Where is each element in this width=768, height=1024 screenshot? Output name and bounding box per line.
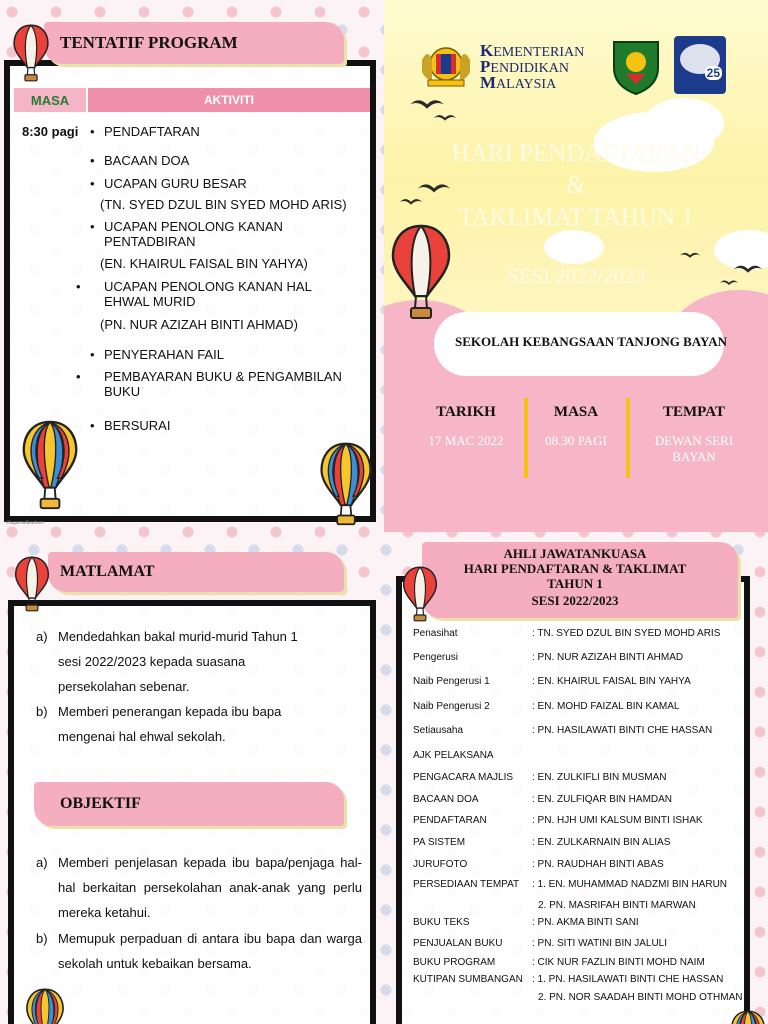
bird-icon xyxy=(410,96,444,110)
masa-block xyxy=(530,404,622,449)
event-title-line-2: TAKLIMAT TAHUN 1 xyxy=(458,204,694,231)
program-item: • BACAAN DOA xyxy=(90,153,190,168)
divider xyxy=(626,398,630,478)
matlamat-title-tag xyxy=(48,552,344,592)
program-item: • UCAPAN GURU BESAR xyxy=(90,176,247,191)
aktiviti-column-header: AKTIVITI xyxy=(88,88,370,112)
committee-member-name: : PN. RAUDHAH BINTI ABAS xyxy=(532,859,664,870)
committee-role: BUKU TEKS xyxy=(413,917,470,928)
tentatif-title-tag xyxy=(44,22,344,64)
committee-role: Naib Pengerusi 1 xyxy=(413,676,490,687)
program-item: • UCAPAN PENOLONG KANAN PENTADBIRAN xyxy=(90,219,283,249)
program-item: • PENDAFTARAN xyxy=(90,124,200,139)
program-time: 8:30 pagi xyxy=(22,124,79,139)
tarikh-value: 17 MAC 2022 xyxy=(428,433,504,448)
committee-member-name: : EN. KHAIRUL FAISAL BIN YAHYA xyxy=(532,676,691,687)
objektif-title: OBJEKTIF xyxy=(60,795,141,812)
committee-role: Pengerusi xyxy=(413,652,459,663)
tarikh-block xyxy=(410,404,522,449)
ministry-name: KEMENTERIAN PENDIDIKAN MALAYSIA xyxy=(480,41,585,92)
masa-value: 08.30 PAGI xyxy=(545,433,607,448)
school-crest-logo xyxy=(610,38,662,96)
divider xyxy=(524,398,528,478)
committee-role: Setiausaha xyxy=(413,725,464,736)
committee-role: PA SISTEM xyxy=(413,837,466,848)
balloon-icon xyxy=(12,24,50,82)
committee-member-name: : EN. ZULFIQAR BIN HAMDAN xyxy=(532,794,673,805)
committee-member-name: : TN. SYED DZUL BIN SYED MOHD ARIS xyxy=(532,628,721,639)
committee-member-name: : PN. SITI WATINI BIN JALULI xyxy=(532,938,668,949)
committee-member-name: : PN. AKMA BINTI SANI xyxy=(532,917,639,928)
jata-negara-logo xyxy=(418,40,474,90)
tentatif-panel xyxy=(0,0,384,532)
committee-role: Naib Pengerusi 2 xyxy=(413,701,490,712)
committee-role: JURUFOTO xyxy=(413,859,468,870)
matlamat-b: b) Memberi penerangan kepada ibu bapa mengenai hal ehwal sekolah. xyxy=(36,704,282,744)
balloon-icon xyxy=(388,224,454,320)
committee-member-name: : PN. NUR AZIZAH BINTI AHMAD xyxy=(532,652,684,663)
district-logo xyxy=(674,36,726,94)
event-title-line-1: HARI PENDAFTARAN xyxy=(451,140,701,167)
committee-role: BACAAN DOA xyxy=(413,794,479,805)
matlamat-a: a) Mendedahkan bakal murid-murid Tahun 1 sesi 2022/2023 kepada suasana persekolahan sebenar. xyxy=(36,629,298,694)
cover-panel xyxy=(384,0,768,532)
committee-member-name: : 1. EN. MUHAMMAD NADZMI BIN HARUN xyxy=(532,879,728,890)
tempat-label: TEMPAT xyxy=(663,404,725,420)
balloon-icon xyxy=(22,988,68,1024)
committee-role: PENDAFTARAN xyxy=(413,815,487,826)
balloon-icon xyxy=(316,442,376,526)
committee-member-name: : CIK NUR FAZLIN BINTI MOHD NAIM xyxy=(532,957,705,968)
program-speaker: (PN. NUR AZIZAH BINTI AHMAD) xyxy=(100,317,298,332)
committee-member-name: : EN. ZULKIFLI BIN MUSMAN xyxy=(532,772,667,783)
objektif-b: b) Memupuk perpaduan di antara ibu bapa dan warga sekolah untuk kebaikan bersama. xyxy=(36,931,362,971)
objektif-title-tag xyxy=(34,782,344,826)
committee-role: KUTIPAN SUMBANGAN xyxy=(413,974,523,985)
committee-member-name: : EN. MOHD FAIZAL BIN KAMAL xyxy=(532,701,680,712)
committee-member-name: : PN. HJH UMI KALSUM BINTI ISHAK xyxy=(532,815,703,826)
committee-member-name: 2. PN. MASRIFAH BINTI MARWAN xyxy=(538,900,696,911)
logo-25-text: 25 xyxy=(706,66,720,80)
program-item: • UCAPAN PENOLONG KANAN HAL EHWAL MURID xyxy=(76,279,312,309)
tentatif-title: TENTATIF PROGRAM xyxy=(60,33,238,52)
committee-role: PERSEDIAAN TEMPAT xyxy=(413,879,520,890)
bird-icon xyxy=(680,250,700,259)
masa-label: MASA xyxy=(553,404,599,420)
committee-role: BUKU PROGRAM xyxy=(413,957,496,968)
matlamat-title: MATLAMAT xyxy=(60,563,155,580)
program-speaker: (TN. SYED DZUL BIN SYED MOHD ARIS) xyxy=(100,197,347,212)
committee-title: AHLI JAWATANKUASA HARI PENDAFTARAN & TAKLIMAT TAHUN 1 SESI 2022/2023 xyxy=(463,546,687,608)
school-name: SEKOLAH KEBANGSAAN TANJONG BAYAN xyxy=(455,334,727,349)
bird-icon xyxy=(434,112,456,122)
committee-member-name: : EN. ZULKARNAIN BIN ALIAS xyxy=(532,837,671,848)
committee-role: Penasihat xyxy=(413,628,458,639)
tarikh-label: TARIKH xyxy=(436,404,496,420)
goals-panel xyxy=(0,532,384,1024)
program-item: • PEMBAYARAN BUKU & PENGAMBILAN BUKU xyxy=(76,369,342,399)
balloon-icon xyxy=(14,556,50,612)
committee-panel xyxy=(384,532,768,1024)
credit-note: #fagamafikadsen xyxy=(6,520,45,526)
committee-member-name: : 1. PN. HASILAWATI BINTI CHE HASSAN xyxy=(532,974,724,985)
committee-role: PENGACARA MAJLIS xyxy=(413,772,514,783)
committee-role: PENJUALAN BUKU xyxy=(413,938,503,949)
event-session: SESI 2022/2023 xyxy=(506,264,646,288)
balloon-icon xyxy=(16,420,84,510)
program-item: • BERSURAI xyxy=(90,418,171,433)
committee-member-name: 2. PN. NOR SAADAH BINTI MOHD OTHMAN xyxy=(538,992,743,1003)
objektif-a: a) Memberi penjelasan kepada ibu bapa/penjaga hal-hal berkaitan persekolahan anak-anak yang perlu mereka ketahui. xyxy=(36,855,362,920)
program-speaker: (EN. KHAIRUL FAISAL BIN YAHYA) xyxy=(100,256,308,271)
committee-member-name: : PN. HASILAWATI BINTI CHE HASSAN xyxy=(532,725,713,736)
committee-role: AJK PELAKSANA xyxy=(413,750,494,761)
tempat-value: DEWAN SERI BAYAN xyxy=(654,433,734,464)
program-item: • PENYERAHAN FAIL xyxy=(90,347,224,362)
balloon-icon xyxy=(728,1010,768,1024)
masa-column-header: MASA xyxy=(14,88,86,112)
tempat-block xyxy=(634,404,754,465)
event-title-ampersand: & xyxy=(566,172,586,199)
